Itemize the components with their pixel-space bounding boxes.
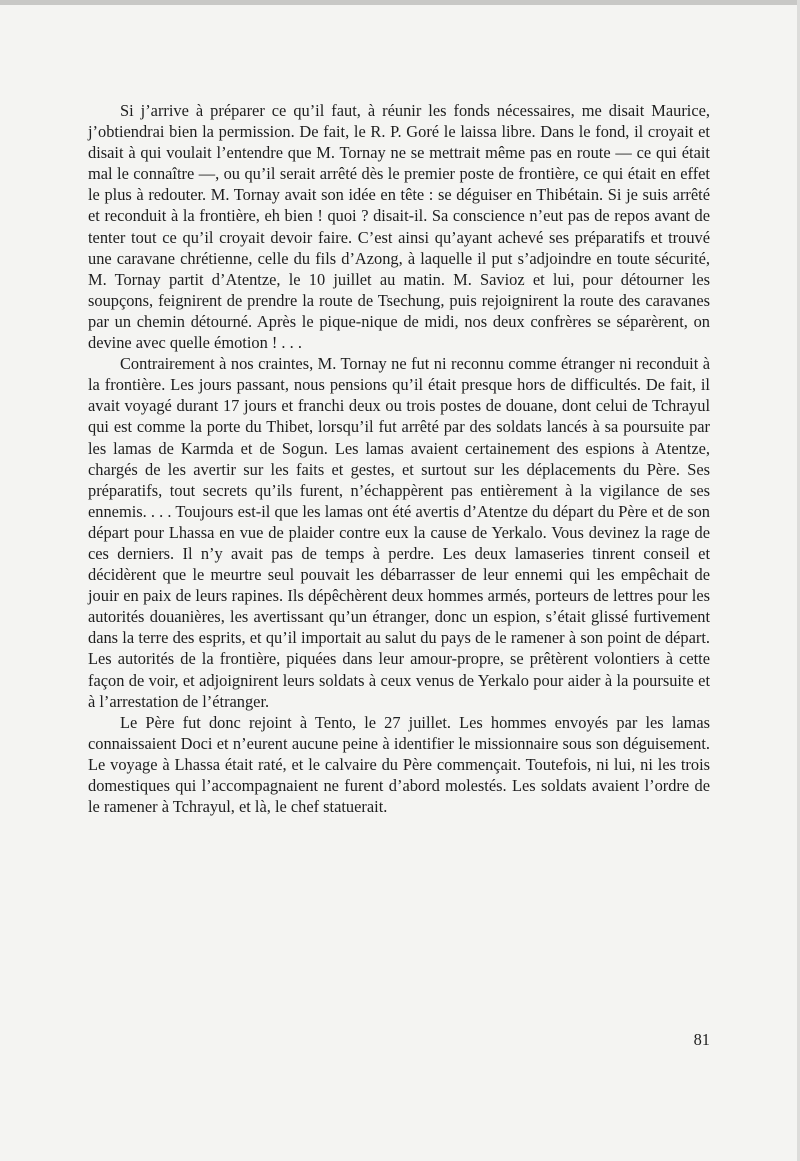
page-top-edge [0, 0, 800, 5]
page-number: 81 [693, 1030, 710, 1049]
paragraph-1: Si j’arrive à préparer ce qu’il faut, à réunir les fonds nécessaires, me disait Maurice, j’obtiendrai bien la permission. De fait, le R. P. Goré le laissa libre. Dans le fond, il croyait et disait à qui voulait l’entendre que M. Tornay ne se mettrait même pas en route — ce qui était mal le connaître —, ou qu’il serait arrêté dès le premier poste de frontière, ce qui était en effet le plus à redouter. M. Tornay avait son idée en tête : se déguiser en Thibétain. Si je suis arrêté et reconduit à la frontière, eh bien ! quoi ? disait-il. Sa conscience n’eut pas de repos avant de tenter tout ce qu’il croyait devoir faire. C’est ainsi qu’ayant achevé ses préparatifs et trouvé une caravane chrétienne, celle du fils d’Azong, à laquelle il put s’adjoindre en toute sécurité, M. Tornay partit d’Atentze, le 10 juillet au matin. M. Savioz et lui, pour détourner les soupçons, feignirent de prendre la route de Tsechung, puis rejoignirent la route des caravanes par un chemin détourné. Après le pique-nique de midi, nos deux confrères se séparèrent, on devine avec quelle émotion ! . . . [88, 101, 710, 353]
paragraph-3: Le Père fut donc rejoint à Tento, le 27 juillet. Les hommes envoyés par les lamas connaissaient Doci et n’eurent aucune peine à identifier le missionnaire sous son déguisement. Le voyage à Lhassa était raté, et le calvaire du Père commençait. Toutefois, ni lui, ni les trois domestiques qui l’accompagnaient ne furent d’abord molestés. Les soldats avaient l’ordre de le ramener à Tchrayul, et là, le chef statuerait. [88, 712, 710, 817]
paragraph-2: Contrairement à nos craintes, M. Tornay ne fut ni reconnu comme étranger ni reconduit à la frontière. Les jours passant, nous pensions qu’il était presque hors de difficultés. De fait, il avait voyagé durant 17 jours et franchi deux ou trois postes de douane, dont celui de Tchrayul qui est comme la porte du Thibet, lorsqu’il fut arrêté par des soldats lancés à sa poursuite par les lamas de Karmda et de Sogun. Les lamas avaient certainement des espions à Atentze, chargés de les avertir sur les faits et gestes, et surtout sur les déplacements du Père. Ses préparatifs, tout secrets qu’ils furent, n’échappèrent pas entièrement à la vigilance de ses ennemis. . . . Toujours est-il que les lamas ont été avertis d’Atentze du départ du Père et de son départ pour Lhassa en vue de plaider contre eux la cause de Yerkalo. Vous devinez la rage de ces derniers. Il n’y avait pas de temps à perdre. Les deux lamaseries tinrent conseil et décidèrent que le meurtre seul pouvait les débarrasser de leur ennemi qui les empêchait de jouir en paix de leurs rapines. Ils dépêchèrent deux hommes armés, porteurs de lettres pour les autorités douanières, les avertissant qu’un étranger, donc un espion, s’était glissé furtivement dans la terre des esprits, et qu’il importait au salut du pays de le ramener à son point de départ. Les autorités de la frontière, piquées dans leur amour-propre, se prêtèrent volontiers à cette façon de voir, et adjoignirent leurs soldats à ceux venus de Yerkalo pour aider à la poursuite et à l’arrestation de l’étranger. [88, 354, 710, 711]
page-body [88, 100, 710, 817]
